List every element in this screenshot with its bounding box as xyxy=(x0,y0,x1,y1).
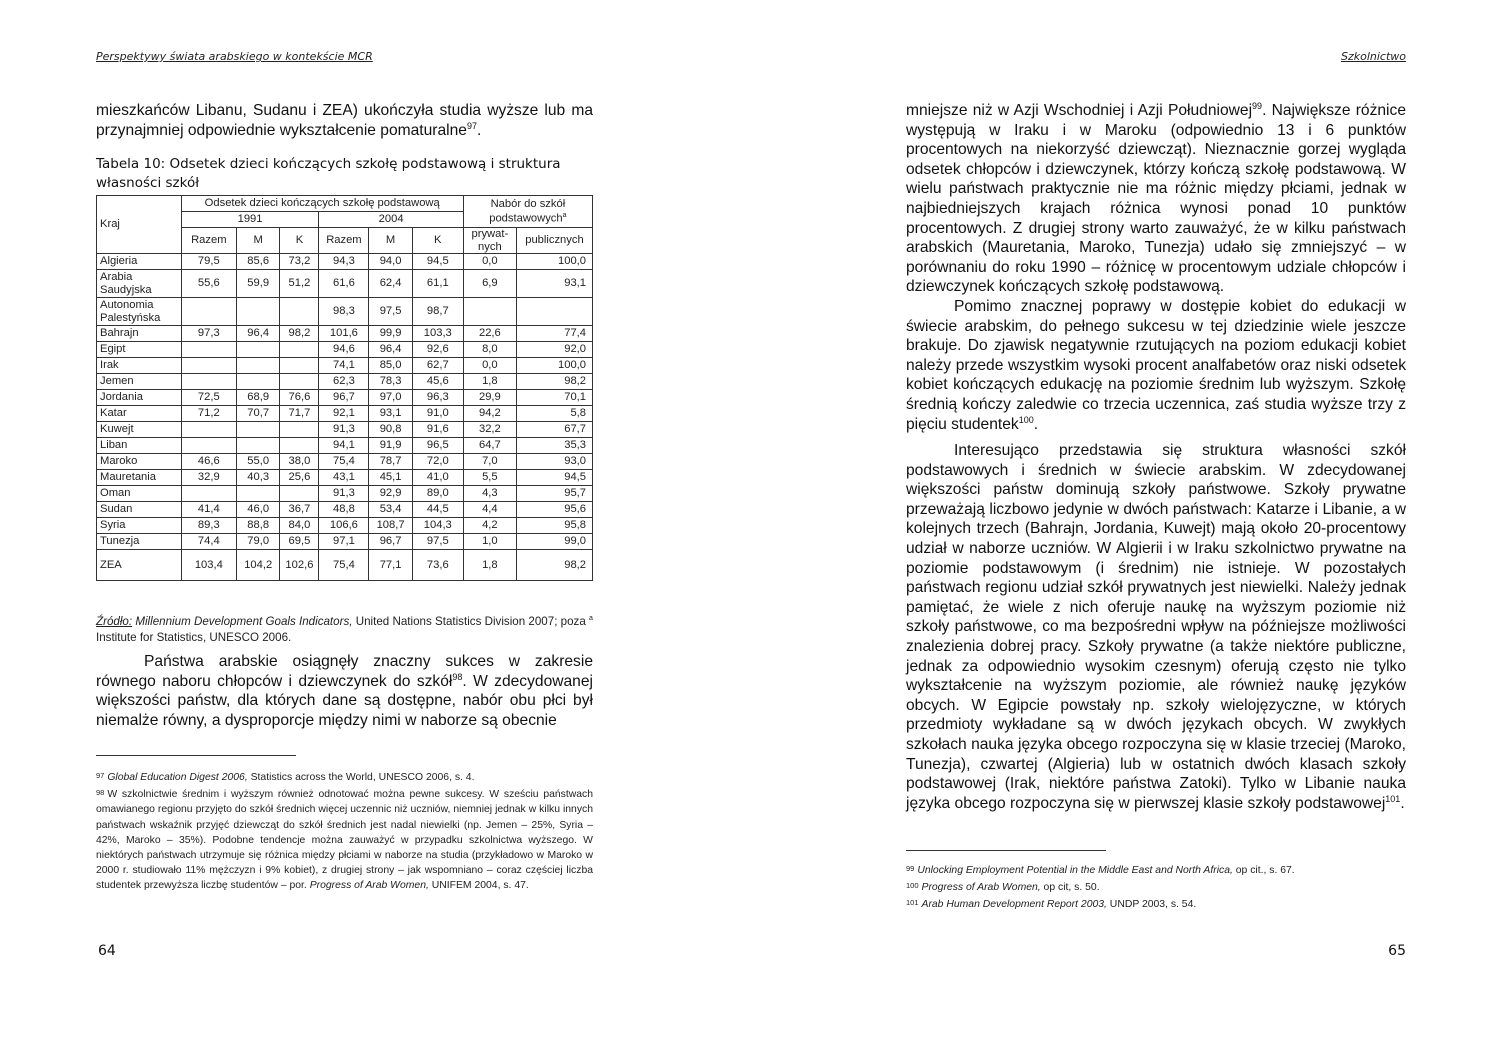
table-row xyxy=(97,298,593,326)
table-cell-value: 0,0 xyxy=(463,358,516,374)
table-cell-value: 1,8 xyxy=(463,550,516,581)
footnote-101: 101 Arab Human Development Report 2003, UNDP 2003, s. 54. xyxy=(906,898,1197,911)
table-cell-value: 98,3 xyxy=(319,298,369,326)
table-row xyxy=(97,550,593,581)
table-row xyxy=(97,390,593,406)
table-cell-value: 101,6 xyxy=(319,326,369,342)
table-row xyxy=(97,470,593,486)
table-cell-value: 90,8 xyxy=(369,422,412,438)
footnote-separator-left xyxy=(96,755,296,756)
table-row xyxy=(97,422,593,438)
table-cell-value: 46,6 xyxy=(181,454,236,470)
table-row xyxy=(97,358,593,374)
table-cell-value: 93,0 xyxy=(516,454,592,470)
footnote-ref-101[interactable]: 101 xyxy=(1385,793,1401,804)
table-cell-country: Bahrajn xyxy=(97,326,182,342)
table-row xyxy=(97,270,593,298)
table-cell-value: 94,6 xyxy=(319,342,369,358)
header-1991: 1991 xyxy=(181,212,319,228)
table-cell-value: 92,9 xyxy=(369,486,412,502)
table-cell-value: 35,3 xyxy=(516,438,592,454)
table-cell-value: 94,1 xyxy=(319,438,369,454)
table-cell-value: 79,5 xyxy=(181,254,236,270)
table-cell-value: 46,0 xyxy=(236,502,279,518)
table-cell-value: 55,0 xyxy=(236,454,279,470)
table-cell-value: 62,7 xyxy=(412,358,463,374)
table-cell-value: 40,3 xyxy=(236,470,279,486)
table-cell-value: 97,3 xyxy=(181,326,236,342)
table-cell-value: 67,7 xyxy=(516,422,592,438)
right-paragraph-1: mniejsze niż w Azji Wschodniej i Azji Południowej$^{99}$. Największe różnice występują w Iraku i w Maroku (odpowiednio 13 i 6 punktów procentowych na niekorzyść dziewcząt). Nieznacznie gorzej wygląda odsetek chłopców i dziewczynek, którzy kończą szkołę podstawową. W wielu państwach praktycznie nie ma różnic między płciami, jednak w najbiedniejszych krajach różnica wynosi ponad 10 punktów procentowych. Z drugiej strony warto zauważyć, że w kilku państwach arabskich (Mauretania, Maroko, Tunezja) udało się zmniejszyć – w porównaniu do roku 1990 – różnicę w procentowym udziale chłopców i dziewczynek kończących szkołę podstawową. xyxy=(906,100,1406,296)
table-cell-value xyxy=(236,422,279,438)
table-cell-value xyxy=(280,298,319,326)
table-cell-value: 99,9 xyxy=(369,326,412,342)
table-row xyxy=(97,254,593,270)
table-row xyxy=(97,406,593,422)
table-cell-value: 77,1 xyxy=(369,550,412,581)
header-razem-2004: Razem xyxy=(319,228,369,254)
table-row xyxy=(97,518,593,534)
header-2004: 2004 xyxy=(319,212,463,228)
table-cell-value xyxy=(463,298,516,326)
running-header-left: Perspektywy świata arabskiego w kontekście MCR xyxy=(96,50,373,63)
table-cell-value: 94,2 xyxy=(463,406,516,422)
table-cell-value: 41,0 xyxy=(412,470,463,486)
table-cell-country: Liban xyxy=(97,438,182,454)
table-cell-value xyxy=(181,438,236,454)
footnote-ref-99[interactable]: 99 xyxy=(1252,100,1263,111)
table-cell-value: 62,3 xyxy=(319,374,369,390)
table-cell-value: 55,6 xyxy=(181,270,236,298)
table-cell-value: 103,3 xyxy=(412,326,463,342)
table-cell-value: 75,4 xyxy=(319,454,369,470)
table-cell-value: 91,3 xyxy=(319,422,369,438)
table-cell-value: 44,5 xyxy=(412,502,463,518)
table-cell-value: 97,0 xyxy=(369,390,412,406)
data-table xyxy=(96,195,593,581)
table-cell-country: Maroko xyxy=(97,454,182,470)
table-cell-value: 73,2 xyxy=(280,254,319,270)
table-cell-value: 94,5 xyxy=(516,470,592,486)
table-cell-value: 96,7 xyxy=(369,534,412,550)
table-cell-value: 85,6 xyxy=(236,254,279,270)
table-cell-value: 32,2 xyxy=(463,422,516,438)
table-cell-value: 69,5 xyxy=(280,534,319,550)
page-number-left: 64 xyxy=(98,943,116,959)
table-cell-country: Irak xyxy=(97,358,182,374)
table-row xyxy=(97,534,593,550)
table-cell-country: Mauretania xyxy=(97,470,182,486)
table-cell-value: 74,4 xyxy=(181,534,236,550)
table-cell-value: 4,2 xyxy=(463,518,516,534)
table-cell-value: 98,2 xyxy=(280,326,319,342)
table-cell-value: 41,4 xyxy=(181,502,236,518)
table-cell-value: 91,3 xyxy=(319,486,369,502)
table-cell-value: 6,9 xyxy=(463,270,516,298)
table-cell-value: 93,1 xyxy=(369,406,412,422)
table-cell-value: 95,6 xyxy=(516,502,592,518)
table-row xyxy=(97,454,593,470)
header-kraj: Kraj xyxy=(97,196,182,254)
footnote-97: 97 Global Education Digest 2006, Statistics across the World, UNESCO 2006, s. 4. xyxy=(96,771,475,783)
table-cell-value xyxy=(280,374,319,390)
table-cell-value: 73,6 xyxy=(412,550,463,581)
table-body xyxy=(97,254,593,581)
table-cell-value: 61,1 xyxy=(412,270,463,298)
header-k-1991: K xyxy=(280,228,319,254)
table-cell-value: 97,5 xyxy=(369,298,412,326)
header-prywatnych: prywat-nych xyxy=(463,228,516,254)
table-cell-value: 59,9 xyxy=(236,270,279,298)
footnote-99: 99 Unlocking Employment Potential in the Middle East and North Africa, op cit., s. 67. xyxy=(906,864,1295,876)
table-cell-value: 96,7 xyxy=(319,390,369,406)
table-cell-value: 68,9 xyxy=(236,390,279,406)
footnote-ref-97[interactable]: 97 xyxy=(466,120,477,131)
table-cell-value: 25,6 xyxy=(280,470,319,486)
table-cell-value: 75,4 xyxy=(319,550,369,581)
table-cell-value: 5,8 xyxy=(516,406,592,422)
table-cell-value: 89,3 xyxy=(181,518,236,534)
table-cell-value: 92,0 xyxy=(516,342,592,358)
table-cell-value: 1,0 xyxy=(463,534,516,550)
table-cell-value: 96,5 xyxy=(412,438,463,454)
table-cell-value: 104,2 xyxy=(236,550,279,581)
table-cell-value xyxy=(236,374,279,390)
table-cell-value: 102,6 xyxy=(280,550,319,581)
table-cell-value: 72,5 xyxy=(181,390,236,406)
footnotes-left xyxy=(96,768,593,894)
table-cell-country: Oman xyxy=(97,486,182,502)
table-cell-value xyxy=(280,438,319,454)
footnotes-right xyxy=(906,861,1406,913)
table-cell-value: 97,1 xyxy=(319,534,369,550)
footnote-100: 100 Progress of Arab Women, op cit, s. 50. xyxy=(906,881,1100,894)
table-cell-value: 96,3 xyxy=(412,390,463,406)
footnote-separator-right xyxy=(906,850,1106,851)
table-cell-value: 8,0 xyxy=(463,342,516,358)
page-number-right: 65 xyxy=(1388,943,1406,959)
table-cell-value: 98,7 xyxy=(412,298,463,326)
table-cell-value: 72,0 xyxy=(412,454,463,470)
table-cell-value: 51,2 xyxy=(280,270,319,298)
header-m-1991: M xyxy=(236,228,279,254)
table-cell-value: 104,3 xyxy=(412,518,463,534)
table-cell-value xyxy=(280,486,319,502)
table-cell-value: 62,4 xyxy=(369,270,412,298)
table-cell-country: Jordania xyxy=(97,390,182,406)
table-cell-value: 22,6 xyxy=(463,326,516,342)
footnote-98: 98 W szkolnictwie średnim i wyższym również odnotować można pewne sukcesy. W sześciu państwach omawianego regionu przyjęto do szkół średnich więcej uczennic niż uczniów, niemniej jednak w kilku innych państwach wskaźnik przyjęć dziewcząt do szkół średnich jest nadal niewielki (np. Jemen – 25%, Syria – 42%, Maroko – 35%). Podobne tendencje można zauważyć w przypadku szkolnictwa wyższego. W niektórych państwach utrzymuje się różnica między płciami w naborze na studia (przykładowo w Maroko w 2000 r. studiowało 11% mężczyzn i 9% kobiet), z drugiej strony – jak wspomniano – coraz częściej liczba studentek przewyższa liczbę studentów – por. Progress of Arab Women, UNIFEM 2004, s. 47. xyxy=(96,788,593,892)
table-cell-value: 4,4 xyxy=(463,502,516,518)
table-cell-value xyxy=(181,342,236,358)
table-cell-value: 91,6 xyxy=(412,422,463,438)
table-cell-value: 94,5 xyxy=(412,254,463,270)
table-cell-country: Syria xyxy=(97,518,182,534)
table-source: Źródło: Millennium Development Goals Indicators, United Nations Statistics Division 2007; poza $^a$ Institute for Statistics, UNESCO 2006. xyxy=(96,614,593,645)
table-cell-value xyxy=(181,422,236,438)
table-cell-value: 91,9 xyxy=(369,438,412,454)
table-cell-value: 48,8 xyxy=(319,502,369,518)
table-cell-value: 70,7 xyxy=(236,406,279,422)
table-cell-value: 92,1 xyxy=(319,406,369,422)
table-cell-value: 98,2 xyxy=(516,374,592,390)
table-cell-value: 29,9 xyxy=(463,390,516,406)
table-cell-value: 78,3 xyxy=(369,374,412,390)
table-cell-value: 85,0 xyxy=(369,358,412,374)
table-cell-value: 1,8 xyxy=(463,374,516,390)
table-cell-value: 106,6 xyxy=(319,518,369,534)
table-cell-value: 43,1 xyxy=(319,470,369,486)
table-row xyxy=(97,342,593,358)
table-cell-value: 94,3 xyxy=(319,254,369,270)
table-cell-value: 77,4 xyxy=(516,326,592,342)
table-cell-value: 95,8 xyxy=(516,518,592,534)
table-cell-value: 45,6 xyxy=(412,374,463,390)
table-cell-value xyxy=(181,298,236,326)
table-cell-country: Jemen xyxy=(97,374,182,390)
table-cell-value: 96,4 xyxy=(236,326,279,342)
table-cell-value: 78,7 xyxy=(369,454,412,470)
table-cell-value: 38,0 xyxy=(280,454,319,470)
right-paragraph-3: Interesująco przedstawia się struktura własności szkół podstawowych i średnich w świecie arabskim. W zdecydowanej większości państw dominują szkoły państwowe. Szkoły prywatne przeważają liczbowo jedynie w dwóch państwach: Katarze i Libanie, a w kolejnych trzech (Bahrajn, Jordania, Kuwejt) mają około 20-procentowy udział w naborze uczniów. W Algierii i w Iraku szkolnictwo prywatne na poziomie podstawowym (i średnim) nie istnieje. W pozostałych państwach regionu udział szkół prywatnych jest niewielki. Należy jednak pamiętać, że wiele z nich oferuje naukę na wyższym poziomie niż szkoły państwowe, co ma bezpośredni wpływ na późniejsze możliwości znalezienia dobrej pracy. Szkoły prywatne (a także niektóre publiczne, jednak za odpowiednio wysokim czesnym) oferują często nie tylko wykształcenie na wyższym poziomie, ale również naukę języków obcych. W Egipcie powstały np. szkoły wielojęzyczne, w których przedmioty wykładane są w dwóch językach obcych. W zwykłych szkołach nauka języka obcego rozpoczyna się w klasie trzeciej (Maroko, Tunezja), czwartej (Algieria) lub w ostatnich dwóch klasach szkoły podstawowej (Irak, niektóre państwa Zatoki). Tylko w Libanie nauka języka obcego rozpoczyna się w pierwszej klasie szkoły podstawowej$^{101}$. xyxy=(906,442,1406,812)
table-cell-value xyxy=(181,374,236,390)
header-publicznych: publicznych xyxy=(516,228,592,254)
table-cell-value: 36,7 xyxy=(280,502,319,518)
table-cell-value xyxy=(236,486,279,502)
left-paragraph-2: Państwa arabskie osiągnęły znaczny sukces w zakresie równego naboru chłopców i dziewczynek do szkół$^{98}$. W zdecydowanej większości państw, dla których dane są dostępne, nabór obu płci był niemalże równy, a dysproporcje między nimi w naborze są obecnie xyxy=(96,653,593,729)
table-cell-value: 98,2 xyxy=(516,550,592,581)
table-cell-value: 0,0 xyxy=(463,254,516,270)
table-cell-value: 64,7 xyxy=(463,438,516,454)
table-cell-value xyxy=(280,358,319,374)
table-cell-value: 88,8 xyxy=(236,518,279,534)
table-cell-value: 53,4 xyxy=(369,502,412,518)
table-cell-value: 4,3 xyxy=(463,486,516,502)
table-cell-country: Katar xyxy=(97,406,182,422)
table-cell-value xyxy=(280,342,319,358)
header-k-2004: K xyxy=(412,228,463,254)
table-cell-value: 93,1 xyxy=(516,270,592,298)
table-cell-value: 100,0 xyxy=(516,254,592,270)
table-row xyxy=(97,486,593,502)
footnote-ref-98[interactable]: 98 xyxy=(452,671,463,682)
table-cell-value: 74,1 xyxy=(319,358,369,374)
header-group-nabor: Nabór do szkół podstawowych$^a$ xyxy=(463,196,592,228)
table-caption: Tabela 10: Odsetek dzieci kończących szkołę podstawową i struktura własności szkół xyxy=(96,156,561,191)
table-cell-value: 71,2 xyxy=(181,406,236,422)
header-m-2004: M xyxy=(369,228,412,254)
table-cell-value: 89,0 xyxy=(412,486,463,502)
header-razem-1991: Razem xyxy=(181,228,236,254)
table-cell-value: 100,0 xyxy=(516,358,592,374)
table-row xyxy=(97,438,593,454)
table-cell-value xyxy=(181,486,236,502)
table-cell-value xyxy=(236,438,279,454)
footnote-ref-100[interactable]: 100 xyxy=(1018,414,1034,425)
header-group-odsetek: Odsetek dzieci kończących szkołę podstawową xyxy=(181,196,463,212)
table-cell-value: 70,1 xyxy=(516,390,592,406)
table-cell-value: 84,0 xyxy=(280,518,319,534)
table-cell-country: ZEA xyxy=(97,550,182,581)
table-row xyxy=(97,374,593,390)
table-cell-country: Arabia Saudyjska xyxy=(97,270,182,298)
table-cell-value: 91,0 xyxy=(412,406,463,422)
table-cell-country: Algieria xyxy=(97,254,182,270)
table-cell-value xyxy=(280,422,319,438)
table-cell-value: 103,4 xyxy=(181,550,236,581)
table-cell-value: 61,6 xyxy=(319,270,369,298)
table-cell-country: Tunezja xyxy=(97,534,182,550)
table-cell-value: 79,0 xyxy=(236,534,279,550)
table-cell-value: 5,5 xyxy=(463,470,516,486)
table-cell-value: 45,1 xyxy=(369,470,412,486)
table-cell-value: 32,9 xyxy=(181,470,236,486)
table-cell-country: Egipt xyxy=(97,342,182,358)
table-cell-value: 95,7 xyxy=(516,486,592,502)
table-cell-value: 108,7 xyxy=(369,518,412,534)
table-cell-value xyxy=(236,298,279,326)
table-cell-country: Kuwejt xyxy=(97,422,182,438)
running-header-right: Szkolnictwo xyxy=(1340,50,1406,63)
table-cell-value xyxy=(516,298,592,326)
table-row xyxy=(97,502,593,518)
table-cell-value: 92,6 xyxy=(412,342,463,358)
table-cell-value: 96,4 xyxy=(369,342,412,358)
table-cell-value xyxy=(236,342,279,358)
table-cell-value: 97,5 xyxy=(412,534,463,550)
right-page xyxy=(750,0,1500,1060)
table-cell-value: 94,0 xyxy=(369,254,412,270)
table-cell-value: 76,6 xyxy=(280,390,319,406)
table-row xyxy=(97,326,593,342)
right-paragraph-2: Pomimo znacznej poprawy w dostępie kobiet do edukacji w świecie arabskim, do pełnego sukcesu w tej dziedzinie wiele jeszcze brakuje. Do zjawisk negatywnie rzutujących na poziom edukacji kobiet należy przede wszystkim wysoki procent analfabetów oraz niski odsetek kobiet kończących edukację na poziomie średnim lub wyższym. Szkołę średnią kończy zaledwie co trzecia uczennica, zaś studia wyższe trzy z pięciu studentek$^{100}$. xyxy=(906,298,1406,433)
table-cell-value xyxy=(236,358,279,374)
table-cell-value: 7,0 xyxy=(463,454,516,470)
table-cell-value xyxy=(181,358,236,374)
table-cell-country: Autonomia Palestyńska xyxy=(97,298,182,326)
left-paragraph-1: mieszkańców Libanu, Sudanu i ZEA) ukończyła studia wyższe lub ma przynajmniej odpowiednie wykształcenie pomaturalne$^{97}$. xyxy=(96,102,593,139)
table-cell-value: 71,7 xyxy=(280,406,319,422)
table-cell-value: 99,0 xyxy=(516,534,592,550)
table-cell-country: Sudan xyxy=(97,502,182,518)
